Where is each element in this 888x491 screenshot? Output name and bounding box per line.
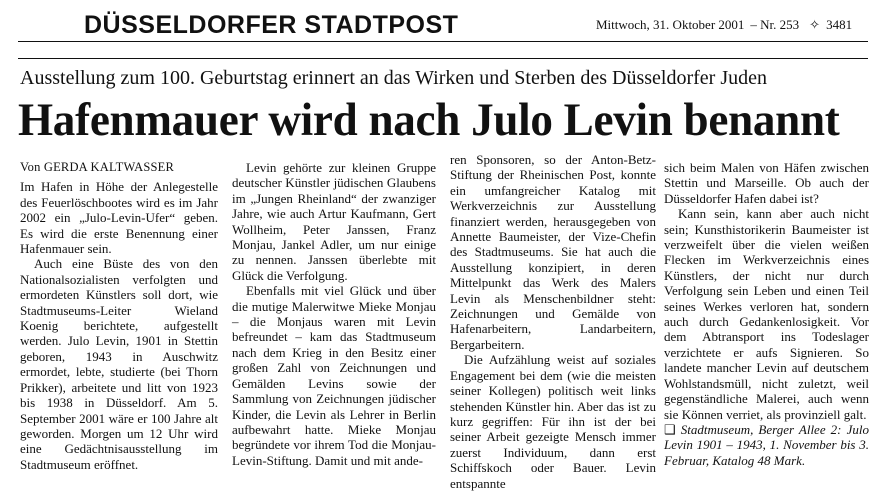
exhibition-info-text: Stadtmuseum, Berger Allee 2: Julo Levin 1901 – 1943, 1. November bis 3. Februar, Katalog 48 Mark.	[664, 421, 869, 468]
paragraph: Auch eine Büste des von den Nationalsozialisten verfolgten und ermordeten Künstlers soll dort, wie Stadtmuseums-Leiter Wieland Koenig berichtete, aufgestellt werden. Julo Levin, 1901 in Stettin geboren, 1943 in Auschwitz ermordet, lebte, studierte (bei Thorn Prikker), arbeitete und litt von 1923 bis 1938 in Düsseldorf. Am 5. September 2001 wäre er 100 Jahre alt geworden. Morgen um 12 Uhr wird eine Gedächtnisausstellung im Stadtmuseum eröffnet.	[20, 256, 218, 472]
paragraph: ren Sponsoren, so der Anton-Betz-Stiftung der Rheinischen Post, konnte ein umfangreicher Katalog mit Werkverzeichnis zur Ausstellung finanziert werden, herausgegeben von Annette Baumeister, der Vize-Chefin des Stadtmuseums. Sie hat auch die Ausstellung konzipiert, in deren Mittelpunkt das Werk des Malers Levin als Menschenbildner steht: Zeichnungen und Gemälde von Hafenarbeitern, Landarbeitern, Bergarbeitern.	[450, 152, 656, 352]
article-column-1	[20, 160, 218, 472]
paragraph: Ebenfalls mit viel Glück und über die mutige Malerwitwe Mieke Monjau – die Monjaus waren mit Levin befreundet – kam das Stadtmuseum nach dem Krieg in den Besitz einer großen Zahl von Zeichnungen und Gemälden Levins sowie der Sammlung von Zeichnungen jüdischer Kinder, die Levin als Lehrer in Berlin aufbewahrt hatte. Mieke Monjau begründete vor ihrem Tod die Monjau-Levin-Stiftung. Damit und mit ande-	[232, 283, 436, 468]
issue-date: Mittwoch, 31. Oktober 2001	[596, 17, 745, 32]
newspaper-name: DÜSSELDORFER STADTPOST	[84, 11, 459, 39]
article-column-2	[232, 160, 436, 468]
article-column-3	[450, 152, 656, 491]
masthead	[0, 0, 888, 58]
paragraph: sich beim Malen von Häfen zwischen Stettin und Marseille. Ob auch der Düsseldorfer Hafen dabei ist?	[664, 160, 869, 206]
article-column-4	[664, 160, 869, 468]
masthead-rule-bottom	[18, 58, 868, 59]
exhibition-info	[664, 422, 869, 468]
issue-info	[596, 16, 858, 34]
article-byline: Von GERDA KALTWASSER	[20, 160, 175, 174]
article-kicker: Ausstellung zum 100. Geburtstag erinnert an das Wirken und Sterben des Düsseldorfer Juden	[20, 67, 767, 89]
paragraph: Levin gehörte zur kleinen Gruppe deutscher Künstler jüdischen Glaubens im „Jungen Rheinland“ der zwanziger Jahre, wie auch Artur Kaufmann, Gert Wollheim, Peter Janssen, Franz Monjau, Jankel Adler, um nur einige zu nennen. Janssen überlebte mit Glück die Verfolgung.	[232, 160, 436, 283]
page-code: 3481	[826, 17, 853, 32]
page-symbol-icon: ✧	[809, 17, 821, 32]
paragraph: Die Aufzählung weist auf soziales Engagement bei dem (wie die meisten seiner Kollegen) politisch weit links stehenden Künstler hin. Aber das ist zu kurz gegriffen: Für ihn ist der bei seiner Arbeit gezeigte Mensch immer zuerst Individuum, dann erst Schiffskoch oder Bauer. Levin entspannte	[450, 352, 656, 491]
paragraph: Kann sein, kann aber auch nicht sein; Kunsthistorikerin Baumeister ist verzweifelt über die vielen weißen Flecken im Werkverzeichnis eines Künstlers, der nicht nur durch Verfolgung sein Leben und einen Teil seines Werkes verloren hat, sondern auch durch Gedankenlosigkeit. Vor dem Abtransport ins Todeslager verzichtete er aufs Signieren. So landete mancher Levin auf deutschem Wohlstandsmüll, nicht zuletzt, weil gegenständliche Malerei, auch wenn sie Können verriet, als provinziell galt.	[664, 206, 869, 422]
paragraph: Im Hafen in Höhe der Anlegestelle des Feuerlöschbootes wird es im Jahr 2002 ein „Julo-Levin-Ufer“ geben. Es wird die erste Benennung einer Hafenmauer sein.	[20, 179, 218, 257]
square-bullet-icon: ❑	[664, 421, 676, 437]
issue-number: – Nr. 253	[750, 17, 800, 32]
article-headline: Hafenmauer wird nach Julo Levin benannt	[18, 94, 840, 146]
masthead-rule-top	[18, 41, 868, 42]
